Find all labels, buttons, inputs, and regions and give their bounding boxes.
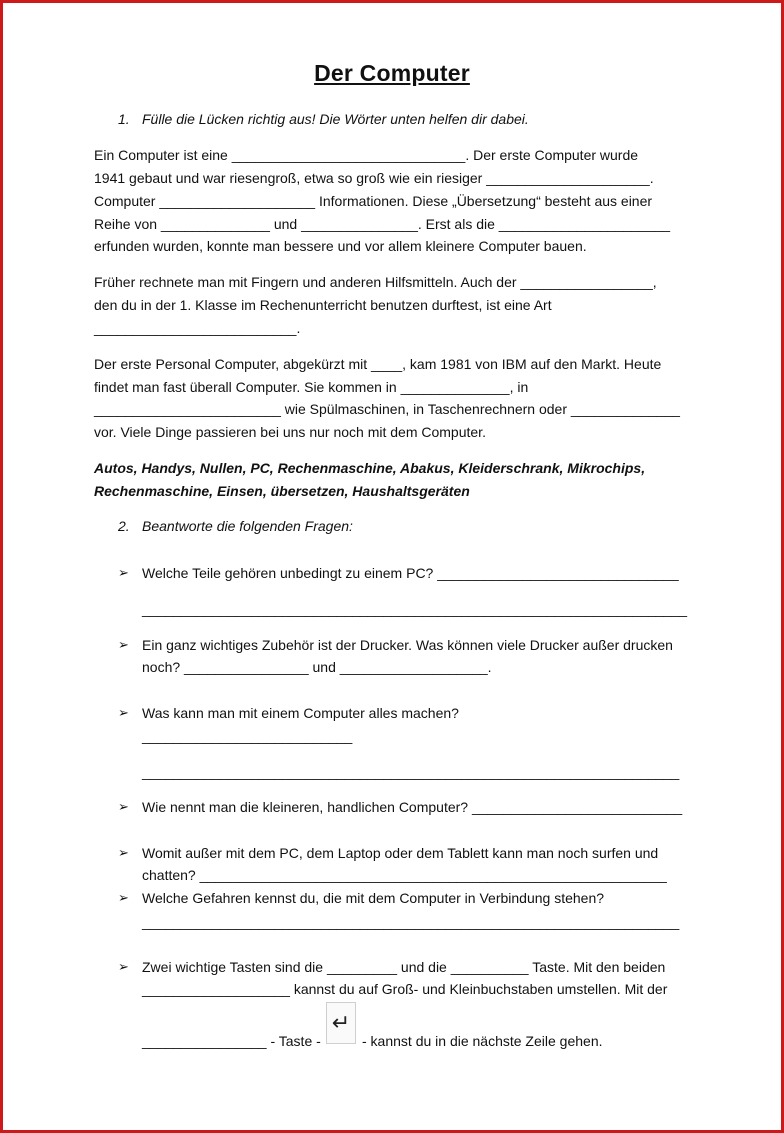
bullet-arrow-icon: ➢ — [118, 845, 129, 860]
page-title: Der Computer — [314, 60, 470, 86]
task-1-number: 1. — [118, 111, 130, 127]
question-7-line-3-before: ________________ - Taste - — [142, 1033, 321, 1049]
question-1-line-2: ______________________________________________________________________ — [142, 601, 688, 617]
word-bank-line-1: Autos, Handys, Nullen, PC, Rechenmaschine, Abakus, Kleiderschrank, Mikrochips, — [94, 460, 646, 476]
task-2-instruction: Beantworte die folgenden Fragen: — [142, 518, 353, 534]
question-7-line-2: ___________________ kannst du auf Groß- und Kleinbuchstaben umstellen. Mit der — [142, 981, 668, 997]
question-5-line-2: chatten? ____________________________________________________________ — [142, 867, 667, 883]
paragraph-3-line-3: ________________________ wie Spülmaschinen, in Taschenrechnern oder ______________ — [94, 401, 680, 417]
question-7-line-3-after: - kannst du in die nächste Zeile gehen. — [362, 1033, 603, 1049]
enter-key-icon: ↵ — [326, 1002, 356, 1044]
question-1-line-1: Welche Teile gehören unbedingt zu einem PC? _______________________________ — [142, 565, 679, 581]
paragraph-1-line-4: Reihe von ______________ und _______________. Erst als die ______________________ — [94, 216, 671, 232]
paragraph-1-line-3: Computer ____________________ Informationen. Diese „Übersetzung“ besteht aus einer — [94, 193, 653, 209]
paragraph-2-line-1: Früher rechnete man mit Fingern und anderen Hilfsmitteln. Auch der _________________, — [94, 274, 657, 290]
question-2-line-1: Ein ganz wichtiges Zubehör ist der Drucker. Was können viele Drucker außer drucken — [142, 637, 673, 653]
paragraph-1-line-1: Ein Computer ist eine ______________________________. Der erste Computer wurde — [94, 147, 639, 163]
paragraph-1-line-2: 1941 gebaut und war riesengroß, etwa so groß wie ein riesiger _____________________. — [94, 170, 654, 186]
question-7-line-1: Zwei wichtige Tasten sind die _________ und die __________ Taste. Mit den beiden — [142, 959, 666, 975]
bullet-arrow-icon: ➢ — [118, 890, 129, 905]
paragraph-2-line-3: __________________________. — [94, 320, 301, 336]
question-5-line-1: Womit außer mit dem PC, dem Laptop oder dem Tablett kann man noch surfen und — [142, 845, 659, 861]
word-bank-line-2: Rechenmaschine, Einsen, übersetzen, Haushaltsgeräten — [94, 483, 470, 499]
question-6-line-1: Welche Gefahren kennst du, die mit dem Computer in Verbindung stehen? — [142, 890, 605, 906]
paragraph-3-line-4: vor. Viele Dinge passieren bei uns nur noch mit dem Computer. — [94, 424, 486, 440]
bullet-arrow-icon: ➢ — [118, 705, 129, 720]
bullet-arrow-icon: ➢ — [118, 565, 129, 580]
paragraph-3-line-1: Der erste Personal Computer, abgekürzt mit ____, kam 1981 von IBM auf den Markt. Heute — [94, 356, 662, 372]
task-2-number: 2. — [118, 518, 130, 534]
paragraph-3-line-2: findet man fast überall Computer. Sie kommen in ______________, in — [94, 379, 529, 395]
question-3-line-3: _____________________________________________________________________ — [142, 764, 680, 780]
question-6-line-2: _____________________________________________________________________ — [142, 914, 680, 930]
bullet-arrow-icon: ➢ — [118, 959, 129, 974]
paragraph-1-line-5: erfunden wurden, konnte man bessere und vor allem kleinere Computer bauen. — [94, 238, 587, 254]
question-4-line-1: Wie nennt man die kleineren, handlichen Computer? ___________________________ — [142, 799, 683, 815]
question-3-line-1: Was kann man mit einem Computer alles machen? — [142, 705, 459, 721]
paragraph-2-line-2: den du in der 1. Klasse im Rechenunterricht benutzen durftest, ist eine Art — [94, 297, 552, 313]
task-1-instruction: Fülle die Lücken richtig aus! Die Wörter unten helfen dir dabei. — [142, 111, 529, 127]
bullet-arrow-icon: ➢ — [118, 637, 129, 652]
question-2-line-2: noch? ________________ und ___________________. — [142, 659, 492, 675]
question-3-line-2: ___________________________ — [142, 728, 353, 744]
bullet-arrow-icon: ➢ — [118, 799, 129, 814]
